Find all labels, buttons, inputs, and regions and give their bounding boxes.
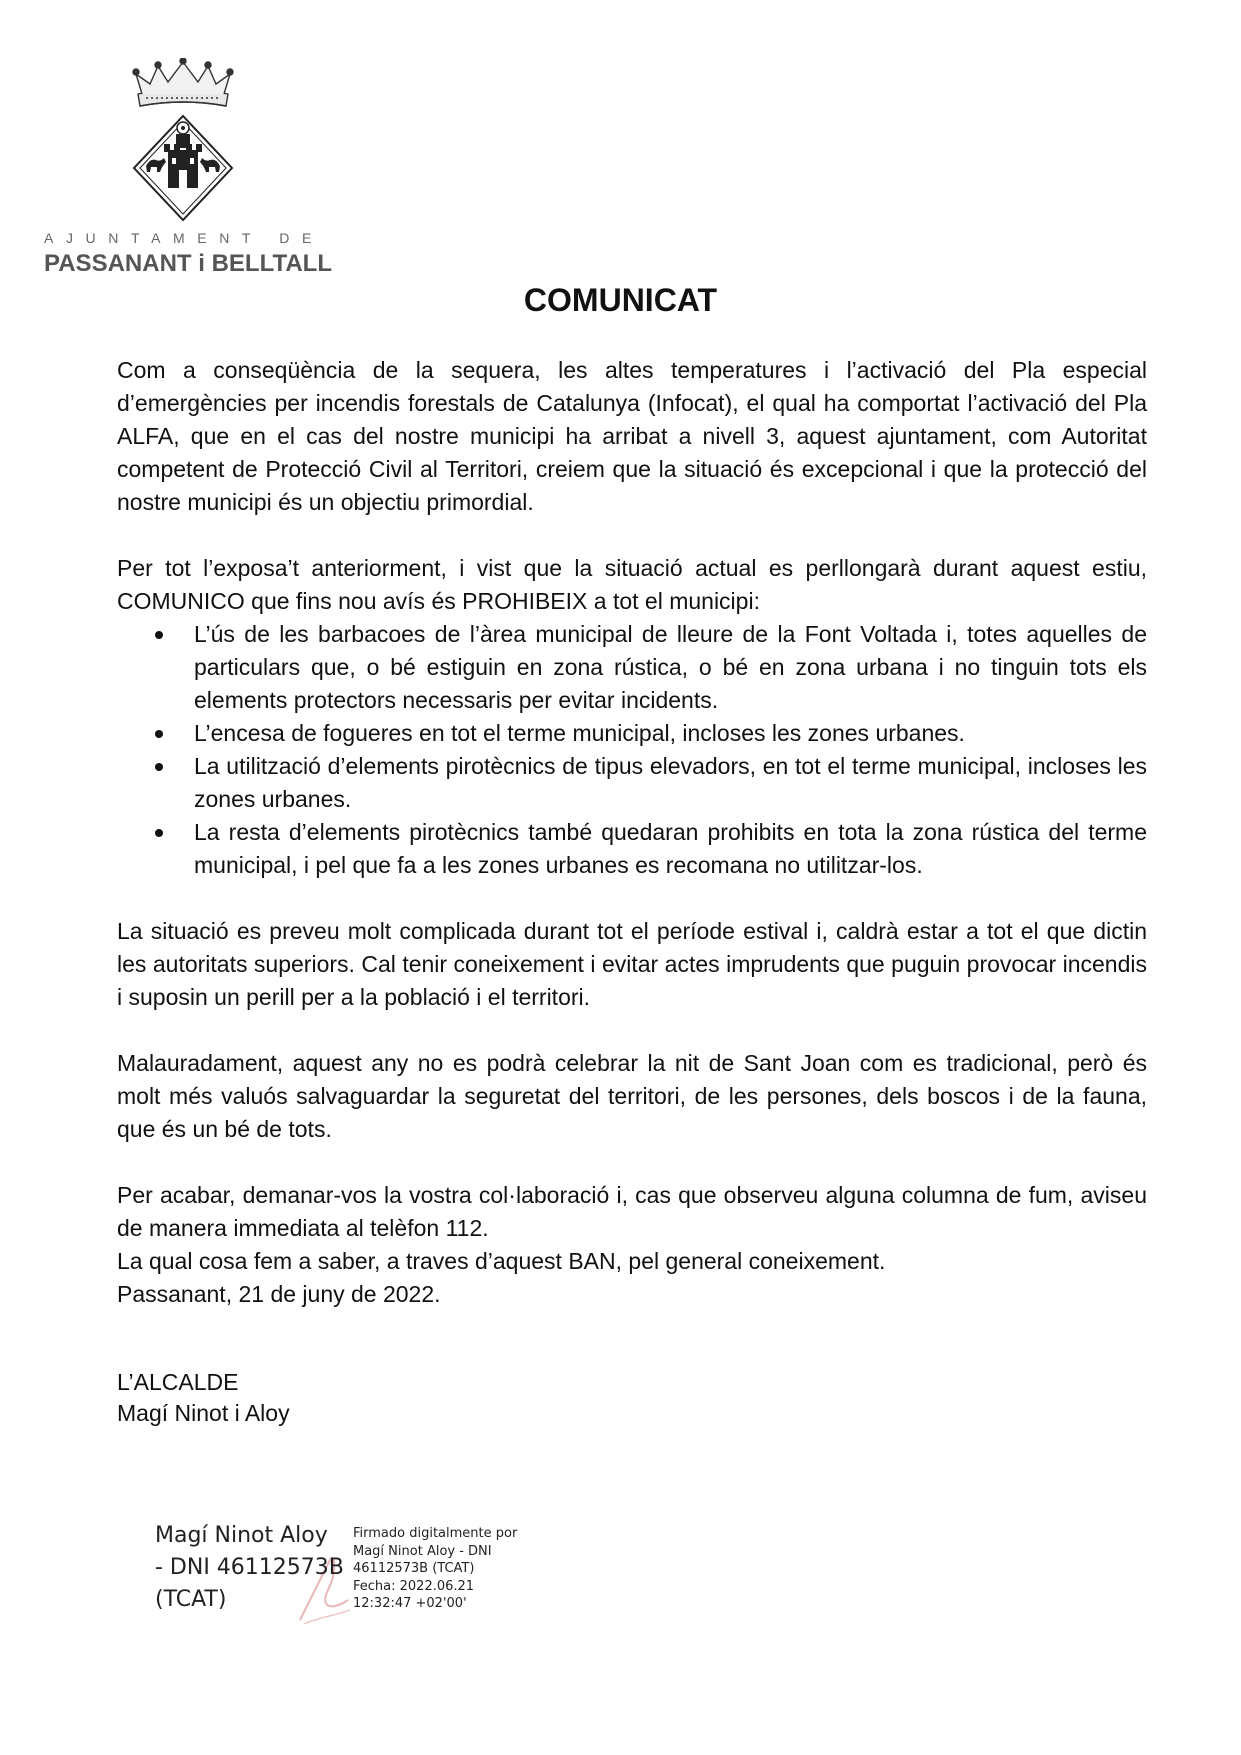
list-item: La resta d’elements pirotècnics també quedaran prohibits en tota la zona rústica del terme municipal, i pel que fa a les zones urbanes es recomana no utilitzar-los.: [194, 816, 1147, 882]
digital-signature-name: [155, 1520, 344, 1616]
list-item: La utilització d’elements pirotècnics de tipus elevadors, en tot el terme municipal, incloses les zones urbanes.: [194, 750, 1147, 816]
paragraph-closing: La qual cosa fem a saber, a traves d’aquest BAN, pel general coneixement.: [117, 1248, 886, 1274]
prohibitions-list: [117, 618, 1147, 882]
digital-signature-details: [353, 1525, 517, 1613]
paragraph-collaboration: Per acabar, demanar-vos la vostra col·laboració i, cas que observeu alguna columna de fum, aviseu de manera immediata al telèfon 112.: [117, 1182, 1147, 1241]
signature-meta-line: Fecha: 2022.06.21: [353, 1578, 475, 1594]
signer-name: Magí Ninot i Aloy: [117, 1400, 290, 1426]
signature-meta-line: 46112573B (TCAT): [353, 1561, 475, 1576]
paragraph-situation: La situació es preveu molt complicada durant tot el període estival i, caldrà estar a tot el que dictin les autoritats superiors. Cal tenir coneixement i evitar actes imprudents que puguin provocar incendis i suposin un perill per a la població i el territori.: [117, 918, 1147, 1010]
signature-name-line: (TCAT): [155, 1587, 227, 1612]
paragraph-sant-joan: Malauradament, aquest any no es podrà celebrar la nit de Sant Joan com es tradicional, però és molt més valuós salvaguardar la seguretat del territori, de les persones, dels boscos i de la fauna, que és un bé de tots.: [117, 1050, 1147, 1142]
signer-role: L’ALCALDE: [117, 1369, 239, 1395]
list-item: L’ús de les barbacoes de l’àrea municipal de lleure de la Font Voltada i, totes aquelles de particulars que, o bé estiguin en zona rústica, o bé en zona urbana i no tinguin tots els elements protectors necessaris per evitar incidents.: [194, 618, 1147, 717]
date-line: Passanant, 21 de juny de 2022.: [117, 1281, 441, 1307]
organization-name: PASSANANT i BELLTALL: [44, 250, 332, 277]
signature-meta-line: Firmado digitalmente por: [353, 1526, 518, 1541]
paragraph-prohibition: Per tot l’exposa’t anteriorment, i vist que la situació actual es perllongarà durant aquest estiu, COMUNICO que fins nou avís és PROHIBEIX a tot el municipi:: [117, 555, 1147, 614]
document-body: [117, 354, 1147, 1429]
document-title: COMUNICAT: [523, 282, 718, 318]
signature-meta-line: Magí Ninot Aloy - DNI: [353, 1543, 492, 1559]
signature-name-line: Magí Ninot Aloy: [155, 1523, 328, 1548]
paragraph-intro: Com a conseqüència de la sequera, les altes temperatures i l’activació del Pla especial d’emergències per incendis forestals de Catalunya (Infocat), el qual ha comportat l’activació del Pla ALFA, que en el cas del nostre municipi ha arribat a nivell 3, aquest ajuntament, com Autoritat competent de Protecció Civil al Territori, creiem que la situació és excepcional i que la protecció del nostre municipi és un objectiu primordial.: [117, 357, 1147, 515]
signature-name-line: - DNI 46112573B: [155, 1555, 344, 1580]
signature-meta-line: 12:32:47 +02'00': [353, 1596, 467, 1611]
coat-of-arms-icon: [128, 58, 238, 228]
signature-block: [117, 1367, 1147, 1429]
organization-label: AJUNTAMENT DE: [44, 230, 324, 246]
list-item: L’encesa de fogueres en tot el terme municipal, incloses les zones urbanes.: [194, 717, 1147, 750]
